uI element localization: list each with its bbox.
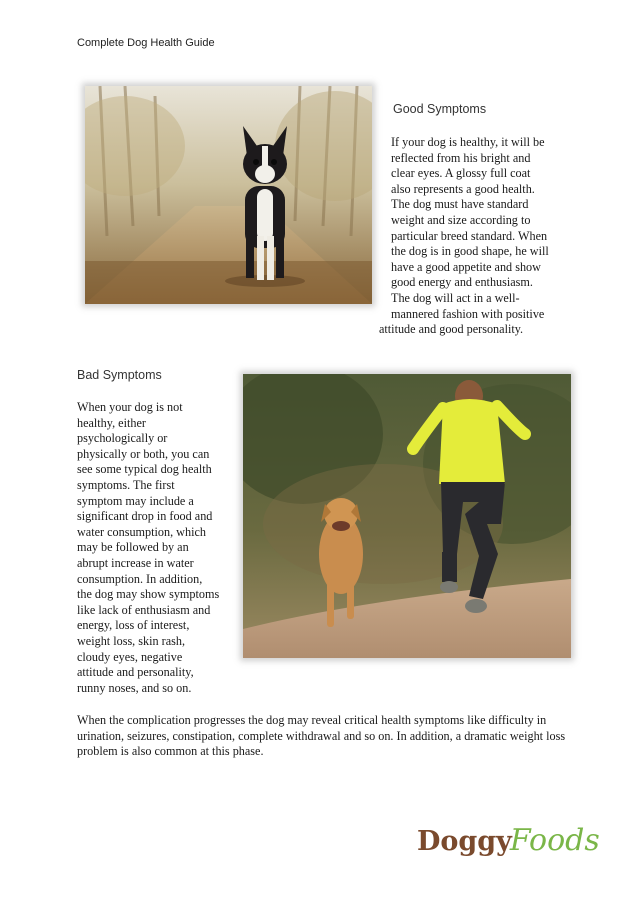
text-line: physically or both, you can [77, 446, 210, 461]
text-line: abrupt increase in water [77, 555, 194, 570]
text-line: significant drop in food and [77, 509, 213, 524]
document-header-title: Complete Dog Health Guide [77, 37, 215, 49]
text-line: runny noses, and so on. [77, 680, 192, 695]
text-line: mannered fashion with positive [391, 306, 545, 321]
bottom-paragraph: When the complication progresses the dog may reveal critical health symptoms like difficulty in urination, seizures, constipation, complete withdrawal and so on. In addition, a dramatic weight loss problem is also common at this phase. [77, 713, 566, 759]
text-line: psychologically or [77, 431, 168, 446]
text-line: water consumption, which [77, 524, 206, 539]
text-line: If your dog is healthy, it will be [391, 135, 545, 149]
text-line: The dog will act in a well- [391, 290, 520, 305]
text-line: The dog must have standard [391, 197, 529, 212]
good-symptoms-paragraph [379, 135, 569, 338]
text-line: consumption. In addition, [77, 571, 203, 586]
text-line: symptoms. The first [77, 477, 175, 492]
text-line: particular breed standard. When [391, 228, 548, 243]
doggy-foods-logo [417, 823, 600, 858]
logo-text-foods: Foods [509, 823, 600, 858]
boston-terrier-photo [85, 86, 372, 304]
logo-text-doggy: Doggy [417, 826, 512, 857]
text-line: energy, loss of interest, [77, 618, 190, 633]
text-line: healthy, either [77, 415, 146, 430]
text-line: clear eyes. A glossy full coat [391, 166, 531, 181]
text-line: weight and size according to [391, 212, 531, 227]
text-line: weight loss, skin rash, [77, 633, 185, 648]
text-line: the dog may show symptoms [77, 587, 220, 602]
text-line: reflected from his bright and [391, 150, 531, 165]
text-line: cloudy eyes, negative [77, 649, 183, 664]
text-line: When your dog is not [77, 400, 183, 414]
bad-symptoms-heading: Bad Symptoms [77, 368, 162, 382]
text-line: the dog is in good shape, he will [391, 244, 549, 259]
text-line: good energy and enthusiasm. [391, 275, 533, 290]
running-with-dog-photo [243, 374, 571, 658]
good-symptoms-heading: Good Symptoms [393, 102, 487, 116]
text-line: may be followed by an [77, 540, 189, 555]
bad-symptoms-paragraph [77, 400, 237, 696]
text-line: see some typical dog health [77, 462, 212, 477]
text-line: attitude and good personality. [379, 322, 524, 337]
text-line: attitude and personality, [77, 665, 194, 680]
text-line: symptom may include a [77, 493, 194, 508]
text-line: have a good appetite and show [391, 259, 541, 274]
text-line: like lack of enthusiasm and [77, 602, 211, 617]
text-line: also represents a good health. [391, 181, 535, 196]
